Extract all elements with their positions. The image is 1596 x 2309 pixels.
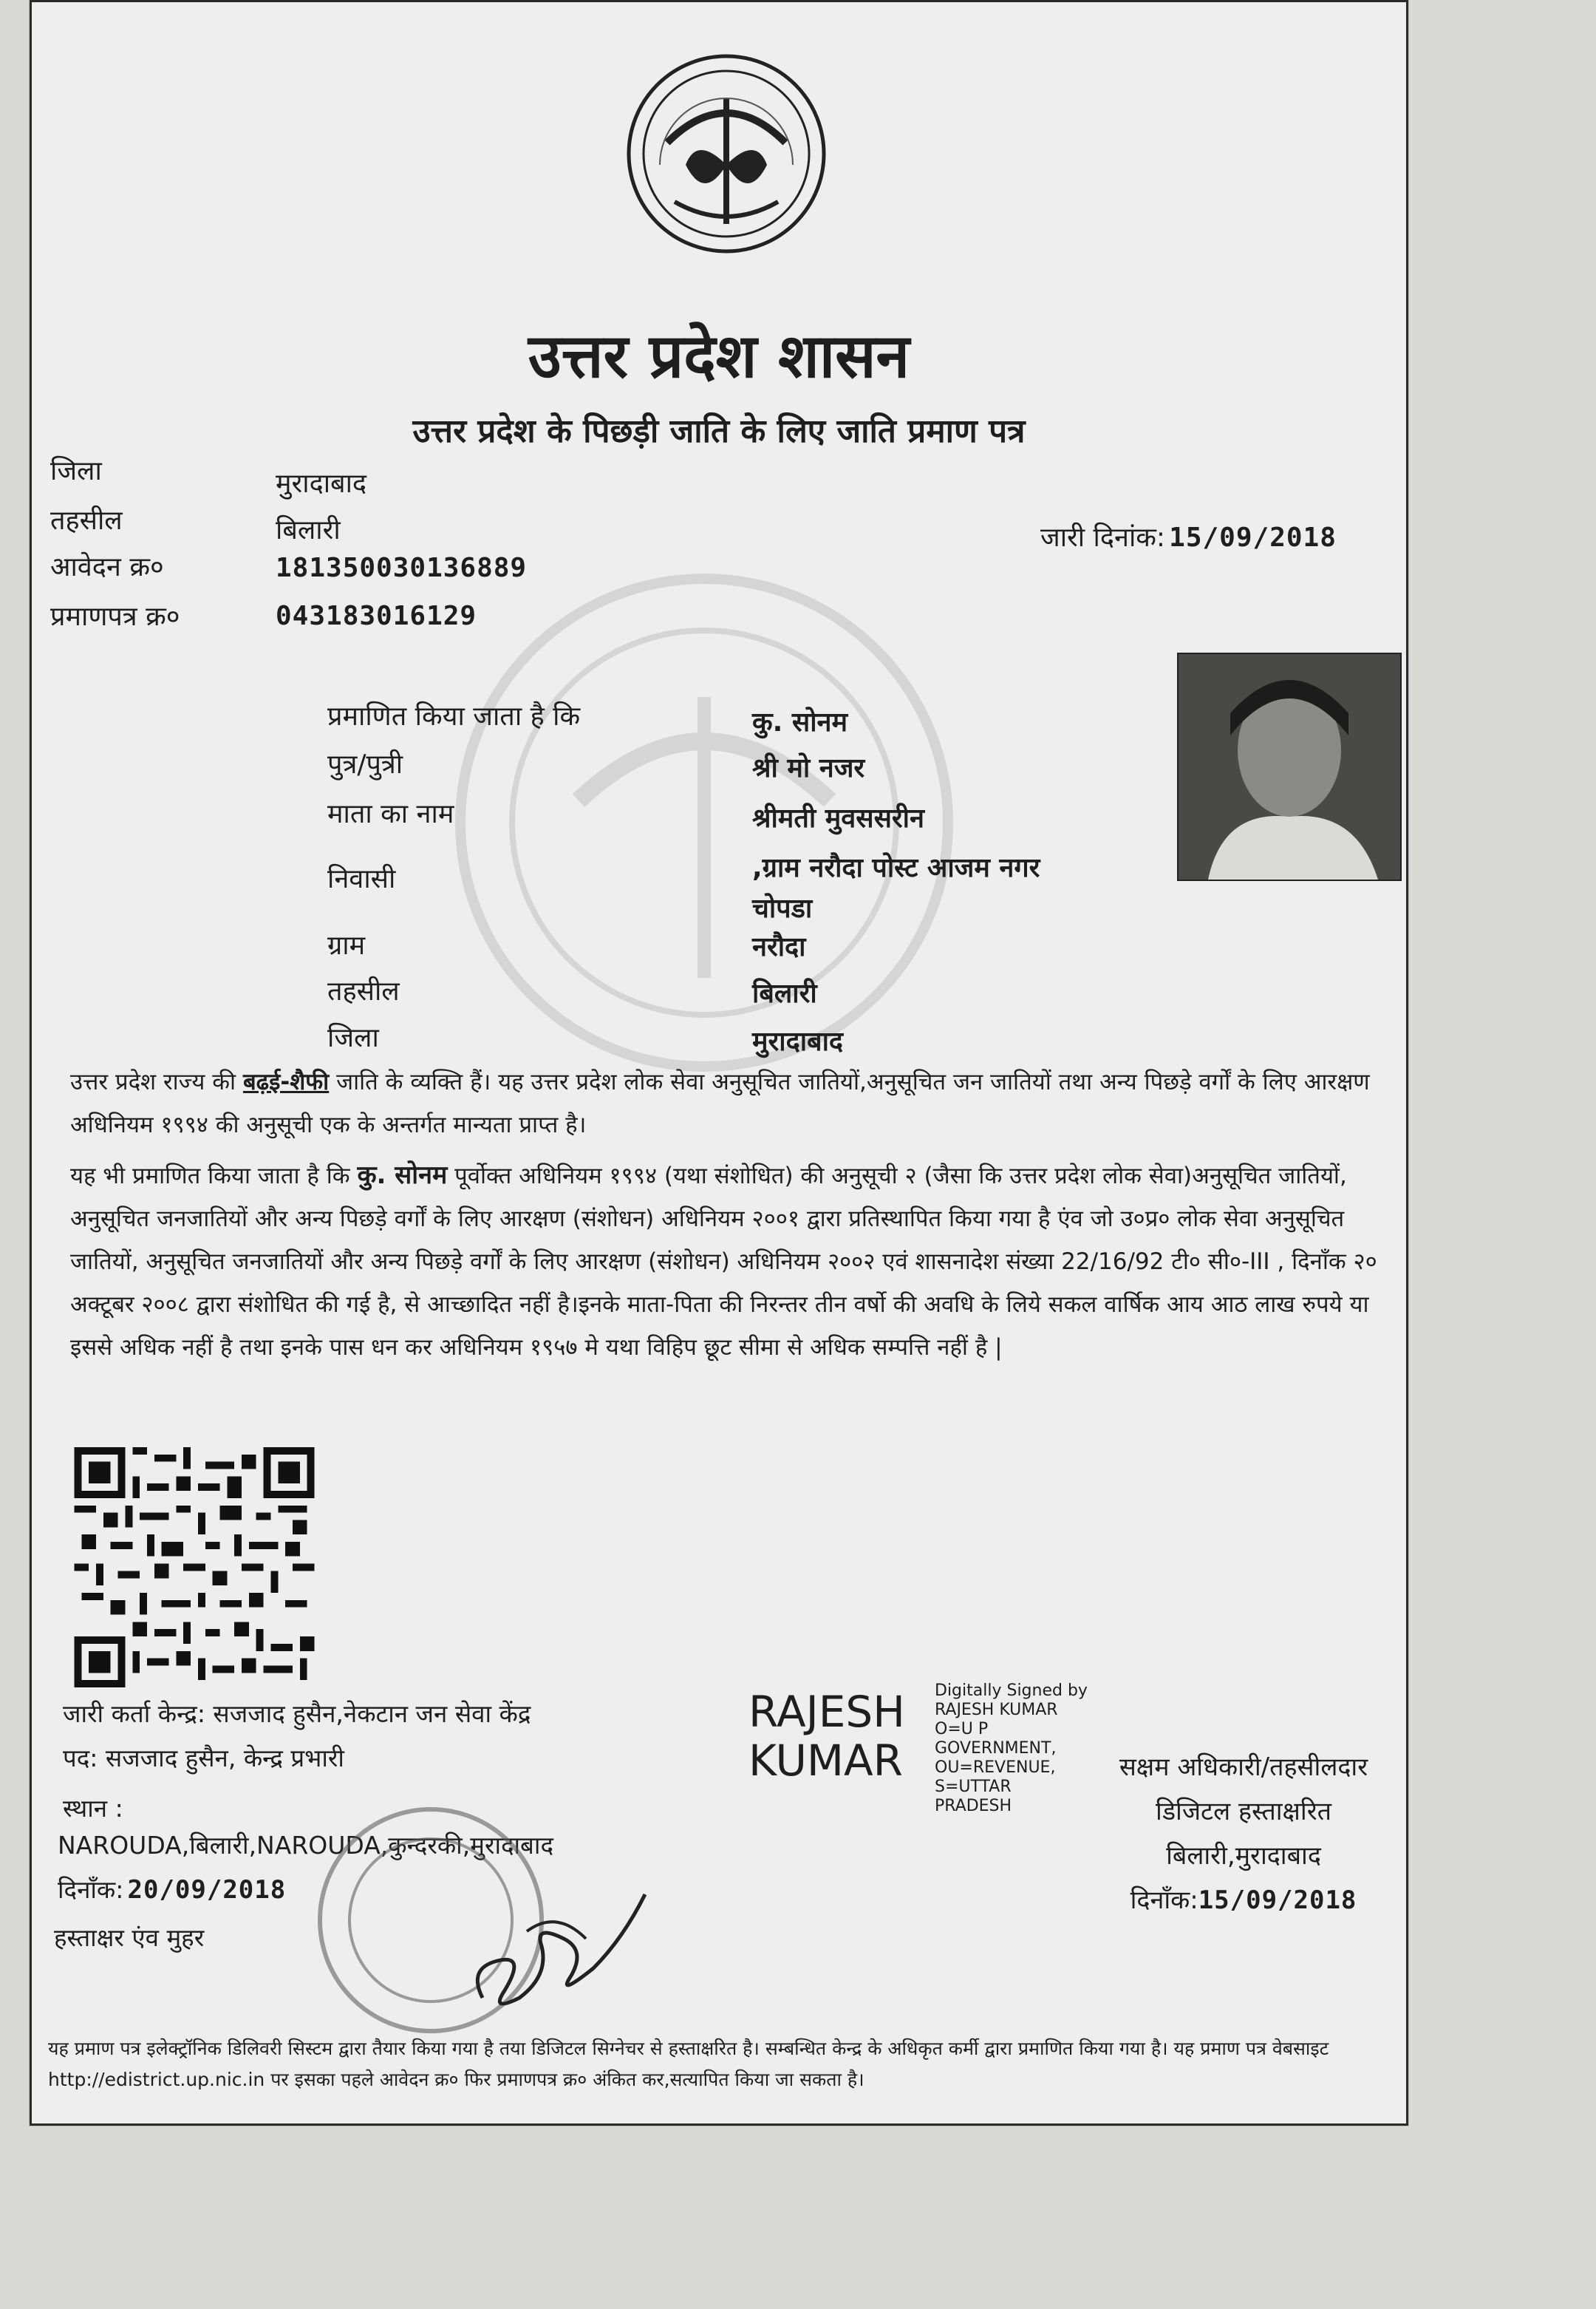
signature-detail-line: O=U P: [935, 1720, 989, 1738]
qr-code: [72, 1447, 316, 1687]
detail-value: मुरादाबाद: [752, 1027, 844, 1057]
paragraph-text: यह भी प्रमाणित किया जाता है कि: [70, 1163, 358, 1189]
document-subtitle: उत्तर प्रदेश के पिछड़ी जाति के लिए जाति प्रमाण पत्र: [412, 412, 1026, 450]
tehsil-label: तहसील: [50, 506, 123, 536]
authority-title: सक्षम अधिकारी/तहसीलदार: [1119, 1752, 1368, 1782]
digital-signature-name-line: KUMAR: [748, 1735, 903, 1786]
authority-date: [1096, 1878, 1391, 1922]
digital-signature-name: [748, 1687, 905, 1785]
authority-date-value: 15/09/2018: [1198, 1885, 1357, 1915]
application-label: आवेदन क्र०: [50, 552, 164, 582]
detail-label: प्रमाणित किया जाता है कि: [327, 701, 581, 732]
certificate-number: 043183016129: [276, 601, 477, 631]
signature-detail-line: OU=REVENUE,: [935, 1758, 1056, 1777]
applicant-photo: [1177, 653, 1402, 881]
detail-value: श्रीमती मुवससरीन: [752, 803, 924, 834]
issuer-date-value: 20/09/2018: [127, 1875, 287, 1905]
signature-detail-line: S=UTTAR: [935, 1778, 1012, 1796]
place-label: स्थान :: [63, 1794, 123, 1823]
handwritten-signature: [460, 1850, 652, 2020]
footer-note: यह प्रमाण पत्र इलेक्ट्रॉनिक डिलिवरी सिस्टम द्वारा तैयार किया गया है तया डिजिटल सिग्नेचर से हस्ताक्षरित है। सम्बन्धित केन्द्र के अधिकृत कर्मी द्वारा प्रमाणित किया गया है। यह प्रमाण पत्र वेबसाइट http://edistrict.up.nic.in पर इसका पहले आवेदन क्र० फिर प्रमाणपत्र क्र० अंकित कर,सत्यापित किया जा सकता है।: [48, 2038, 1329, 2090]
district-label: जिला: [50, 456, 102, 486]
detail-value: कु. सोनम: [752, 707, 848, 738]
up-government-emblem: [615, 54, 837, 254]
authority-block: [1096, 1745, 1391, 1922]
application-number: 181350030136889: [276, 553, 528, 583]
caste-paragraph: [70, 1061, 1393, 1146]
detail-value: ,ग्राम नरौदा पोस्ट आजम नगर: [752, 853, 1040, 883]
signature-seal-label: हस्ताक्षर एंव मुहर: [54, 1923, 205, 1952]
caste-name: बढ़ई-शैफी: [242, 1069, 330, 1095]
detail-value: बिलारी: [752, 979, 817, 1009]
detail-label: तहसील: [327, 976, 400, 1007]
authority-location: बिलारी,मुरादाबाद: [1166, 1841, 1321, 1871]
issuer-date: [58, 1872, 286, 1905]
issue-date: [1040, 518, 1337, 554]
paragraph-text: जाति के व्यक्ति हैं। यह उत्तर प्रदेश लोक सेवा अनुसूचित जातियों,अनुसूचित जन जातियों तथा अन्य पिछड़े वर्गों के लिए आरक्षण अधिनियम १९९४ की अनुसूची एक के अन्तर्गत मान्यता प्राप्त है।: [70, 1069, 1370, 1138]
district-value: मुरादाबाद: [276, 469, 367, 499]
signature-detail-line: Digitally Signed by: [935, 1681, 1088, 1700]
detail-label: पुत्र/पुत्री: [327, 749, 403, 780]
authority-digital-signed: डिजिटल हस्ताक्षरित: [1156, 1797, 1331, 1826]
issuer-post: पद: सजजाद हुसैन, केन्द्र प्रभारी: [63, 1744, 344, 1772]
issue-date-value: 15/09/2018: [1169, 523, 1337, 553]
detail-label: जिला: [327, 1023, 379, 1053]
detail-value: नरौदा: [752, 932, 806, 962]
paragraph-text: पूर्वोक्त अधिनियम १९९४ (यथा संशोधित) की अनुसूची २ (जैसा कि उत्तर प्रदेश लोक सेवा)अनुसूचित जातियों, अनुसूचित जनजातियों और अन्य पिछड़े वर्गों के लिए आरक्षण (संशोधन) अधिनियम २००१ द्वारा प्रतिस्थापित किया गया है एंव जो उ०प्र० लोक सेवा अनुसूचित जातियों, अनुसूचित जनजातियों और अन्य पिछड़े वर्गों के लिए आरक्षण (संशोधन) अधिनियम २००२ एवं शासनादेश संख्या 22/16/92 टी० सी०-III , दिनाँक २० अक्टूबर २००८ द्वारा संशोधित की गई है, से आच्छादित नहीं है।इनके माता-पिता की निरन्तर तीन वर्षो की अवधि के लिये सकल वार्षिक आय आठ लाख रुपये या इससे अधिक नहीं है तथा इनके पास धन कर अधिनियम १९५७ मे यथा विहिप छूट सीमा से अधिक सम्पत्ति नहीं है |: [70, 1163, 1377, 1361]
digital-signature-details: [935, 1681, 1088, 1816]
detail-label: माता का नाम: [327, 799, 454, 829]
issuer-date-label: दिनाँक:: [58, 1875, 124, 1904]
paragraph-text: उत्तर प्रदेश राज्य की: [70, 1069, 243, 1095]
place-value: NAROUDA,बिलारी,NAROUDA,कुन्दरकी,मुरादाबाद: [58, 1831, 553, 1860]
detail-value-continued: चोपडा: [752, 894, 813, 924]
detail-label: निवासी: [327, 864, 396, 894]
applicant-name: कु. सोनम: [357, 1160, 448, 1190]
authority-date-label: दिनाँक:: [1130, 1885, 1198, 1915]
signature-detail-line: GOVERNMENT,: [935, 1739, 1057, 1758]
issue-date-label: जारी दिनांक:: [1040, 523, 1166, 553]
signature-detail-line: PRADESH: [935, 1797, 1012, 1815]
detail-value: श्री मो नजर: [752, 753, 865, 783]
tehsil-value: बिलारी: [276, 515, 341, 545]
detail-label: ग्राम: [327, 931, 366, 961]
certificate-paper: [30, 0, 1408, 2126]
document-title: उत्तर प्रदेश शासन: [528, 321, 910, 392]
income-paragraph: [70, 1154, 1393, 1369]
certificate-label: प्रमाणपत्र क्र०: [50, 602, 180, 632]
signature-detail-line: RAJESH KUMAR: [935, 1701, 1058, 1719]
digital-signature-name-line: RAJESH: [748, 1687, 905, 1737]
issuing-center: जारी कर्ता केन्द्र: सजजाद हुसैन,नेकटान जन सेवा केंद्र: [63, 1699, 531, 1728]
